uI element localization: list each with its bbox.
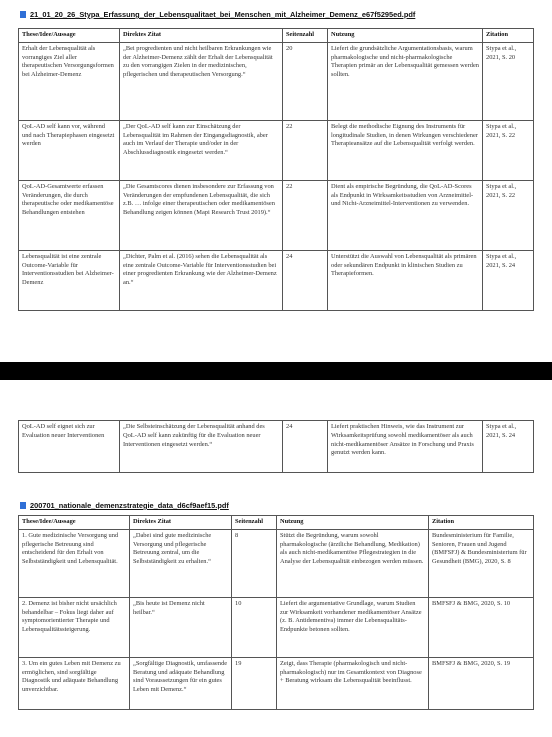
table-row: [19, 657, 534, 709]
cell-zitat: „Bis heute ist Demenz nicht heilbar.“: [130, 597, 232, 657]
header-these: These/Idee/Aussage: [19, 516, 130, 530]
cell-nutzung: Zeigt, dass Therapie (pharmakologisch und nicht-pharmakologisch) nur im Gesamtkontext von Diagnose + Beratung wirksam die Lebensqualität beeinflusst.: [277, 657, 429, 709]
header-zitation: Zitation: [429, 516, 534, 530]
cell-these: QoL-AD self kann vor, während und nach Therapiephasen eingesetzt werden: [19, 120, 120, 180]
cell-these: QoL-AD-Gesamtwerte erfassen Veränderungen, die durch therapeutische oder medikamentöse Behandlungen entstehen: [19, 180, 120, 250]
table-row: [19, 250, 534, 310]
cell-these: 2. Demenz ist bisher nicht ursächlich behandelbar – Fokus liegt daher auf symptomorientierter Therapie und Lebensqualitätssteigerung.: [19, 597, 130, 657]
cell-these: Erhalt der Lebensqualität als vorrangiges Ziel aller therapeutischen Versorgungsformen bei Alzheimer-Demenz: [19, 42, 120, 120]
doc1-title: 21_01_20_26_Stypa_Erfassung_der_Lebensqualitaet_bei_Menschen_mit_Alzheimer_Demenz_e67f5295ed.pdf: [30, 10, 416, 19]
cell-seitenzahl: 22: [283, 120, 328, 180]
doc1-citation-table-continued: [18, 420, 534, 473]
cell-seitenzahl: 19: [232, 657, 277, 709]
header-seitenzahl: Seitenzahl: [283, 29, 328, 43]
cell-zitation: Stypa et al., 2021, S. 24: [483, 421, 534, 473]
header-seitenzahl: Seitenzahl: [232, 516, 277, 530]
table-row: [19, 42, 534, 120]
cell-zitat: „Bei progredienten und nicht heilbaren Erkrankungen wie der Alzheimer-Demenz zählt der Erhalt der Lebensqualität zu den vorrangigen Zielen in der medizinischen, pflegerischen und therapeutischen Versorgung.“: [120, 42, 283, 120]
cell-nutzung: Liefert praktischen Hinweis, wie das Instrument zur Wirksamkeitsprüfung sowohl medikamentöser als auch nicht-medikamentöser Ansätze in Forschung und Praxis genutzt werden kann.: [328, 421, 483, 473]
cell-zitat: „Die Selbsteinschätzung der Lebensqualität anhand des QoL-AD self kann zukünftig für die Evaluation neuer Interventionen eingesetzt werden.“: [120, 421, 283, 473]
cell-zitation: BMFSFJ & BMG, 2020, S. 10: [429, 597, 534, 657]
header-zitat: Direktes Zitat: [120, 29, 283, 43]
cell-zitation: Bundesministerium für Familie, Senioren, Frauen und Jugend (BMFSFJ) & Bundesministerium für Gesundheit (BMG), 2020, S. 8: [429, 529, 534, 597]
table-header-row: [19, 516, 534, 530]
table-row: [19, 529, 534, 597]
cell-zitat: „Dabei sind gute medizinische Versorgung und pflegerische Betreuung zentral, um die Selbstständigkeit zu erhalten.“: [130, 529, 232, 597]
cell-nutzung: Liefert die grundsätzliche Argumentationsbasis, warum pharmakologische und nicht-pharmakologische Therapien primär an der Lebensqualität gemessen werden sollten.: [328, 42, 483, 120]
table-row: [19, 421, 534, 473]
header-zitat: Direktes Zitat: [130, 516, 232, 530]
doc2-title: 200701_nationale_demenzstrategie_data_d6cf9aef15.pdf: [30, 501, 229, 510]
header-nutzung: Nutzung: [277, 516, 429, 530]
doc2-heading[interactable]: [20, 501, 229, 510]
cell-zitat: „Die Gesamtscores dienen insbesondere zur Erfassung von Veränderungen der empfundenen Lebensqualität, die sich z.B. … infolge einer therapeutischen oder medikamentösen Behandlung zeigen können (Mapi Research Trust 2019).“: [120, 180, 283, 250]
cell-seitenzahl: 24: [283, 250, 328, 310]
cell-seitenzahl: 24: [283, 421, 328, 473]
cell-nutzung: Stützt die Begründung, warum sowohl pharmakologische (ärztliche Behandlung, Medikation) als auch nicht-medikamentöse Pflegestrategien in die Analyse der Lebensqualität einbezogen werden müssen.: [277, 529, 429, 597]
cell-seitenzahl: 22: [283, 180, 328, 250]
header-these: These/Idee/Aussage: [19, 29, 120, 43]
cell-zitat: „Der QoL-AD self kann zur Einschätzung der Lebensqualität im Rahmen der Eingangsdiagnostik, aber auch im Verlauf der Therapie und/oder in der Abschlussdiagnostik eingesetzt werden.“: [120, 120, 283, 180]
header-zitation: Zitation: [483, 29, 534, 43]
cell-these: 3. Um ein gutes Leben mit Demenz zu ermöglichen, sind sorgfältige Diagnostik und adäquate Behandlung unverzichtbar.: [19, 657, 130, 709]
document-icon: [20, 502, 26, 509]
document-page-2: [0, 380, 552, 737]
doc1-heading[interactable]: [20, 10, 415, 19]
cell-zitation: Stypa et al., 2021, S. 22: [483, 180, 534, 250]
cell-zitat: „Dichter, Palm et al. (2016) sehen die Lebensqualität als eine zentrale Outcome-Variable für Interventionsstudien bei einer progredienten Erkrankung wie der Alzheimer-Demenz an.“: [120, 250, 283, 310]
cell-nutzung: Belegt die methodische Eignung des Instruments für longitudinale Studien, in denen Wirkungen verschiedener Therapieansätze auf die Lebensqualität verfolgt werden.: [328, 120, 483, 180]
cell-nutzung: Liefert die argumentative Grundlage, warum Studien zur Wirksamkeit vorhandener medikamentöser Ansätze (z. B. Antidementiva) immer die Lebensqualitäts-Endpunkte betonen sollten.: [277, 597, 429, 657]
page-separator: [0, 362, 552, 380]
header-nutzung: Nutzung: [328, 29, 483, 43]
cell-nutzung: Unterstützt die Auswahl von Lebensqualität als primären oder sekundären Endpunkt in klinischen Studien zu Therapieformen.: [328, 250, 483, 310]
cell-zitation: Stypa et al., 2021, S. 22: [483, 120, 534, 180]
cell-zitation: Stypa et al., 2021, S. 24: [483, 250, 534, 310]
table-header-row: [19, 29, 534, 43]
cell-zitat: „Sorgfältige Diagnostik, umfassende Beratung und adäquate Behandlung sind Voraussetzungen für ein gutes Leben mit Demenz.“: [130, 657, 232, 709]
cell-nutzung: Dient als empirische Begründung, die QoL-AD-Scores als Endpunkt in Wirksamkeitsstudien von Arzneimittel- und Nicht-Arzneimittel-Interventionen zu verwenden.: [328, 180, 483, 250]
table-row: [19, 597, 534, 657]
cell-seitenzahl: 10: [232, 597, 277, 657]
cell-seitenzahl: 20: [283, 42, 328, 120]
document-page-1: [0, 0, 552, 362]
table-row: [19, 120, 534, 180]
cell-zitation: BMFSFJ & BMG, 2020, S. 19: [429, 657, 534, 709]
cell-zitation: Stypa et al., 2021, S. 20: [483, 42, 534, 120]
table-row: [19, 180, 534, 250]
document-icon: [20, 11, 26, 18]
cell-seitenzahl: 8: [232, 529, 277, 597]
cell-these: Lebensqualität ist eine zentrale Outcome-Variable für Interventionsstudien bei Alzheimer-Demenz: [19, 250, 120, 310]
doc1-citation-table: [18, 28, 534, 311]
doc2-citation-table: [18, 515, 534, 710]
cell-these: 1. Gute medizinische Versorgung und pflegerische Betreuung sind entscheidend für den Erhalt von Selbstständigkeit und Lebensqualität.: [19, 529, 130, 597]
cell-these: QoL-AD self eignet sich zur Evaluation neuer Interventionen: [19, 421, 120, 473]
